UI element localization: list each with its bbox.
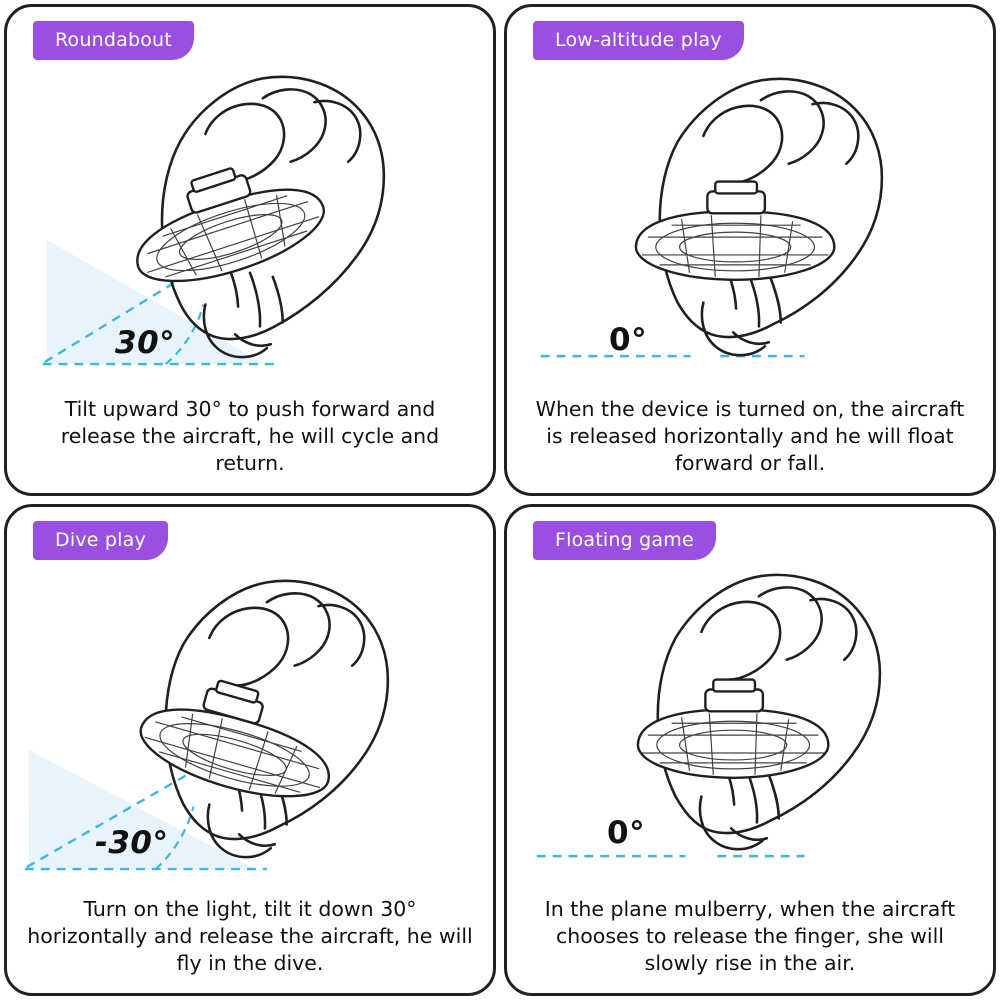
panel-title-badge: Roundabout xyxy=(33,21,194,60)
angle-label: 0° xyxy=(609,322,648,358)
angle-label: 30° xyxy=(115,325,176,361)
angle-label: -30° xyxy=(95,825,169,861)
panel-caption: Turn on the light, tilt it down 30° horizontally and release the aircraft, he will fly in the dive. xyxy=(27,896,473,975)
angle-label: 0° xyxy=(607,815,646,851)
panel-title-badge: Floating game xyxy=(533,521,716,560)
panel-low-altitude-play xyxy=(504,4,996,496)
panel-title-badge: Low-altitude play xyxy=(533,21,744,60)
panel-floating-game xyxy=(504,504,996,996)
panel-caption: In the plane mulberry, when the aircraft chooses to release the finger, she will slowly rise in the air. xyxy=(544,896,956,975)
panel-title-badge: Dive play xyxy=(33,521,168,560)
panel-caption: Tilt upward 30° to push forward and release the aircraft, he will cycle and return. xyxy=(60,396,440,475)
panel-roundabout xyxy=(4,4,496,496)
panel-dive-play xyxy=(4,504,496,996)
panel-caption: When the device is turned on, the aircraft is released horizontally and he will float forward or fall. xyxy=(535,396,965,475)
